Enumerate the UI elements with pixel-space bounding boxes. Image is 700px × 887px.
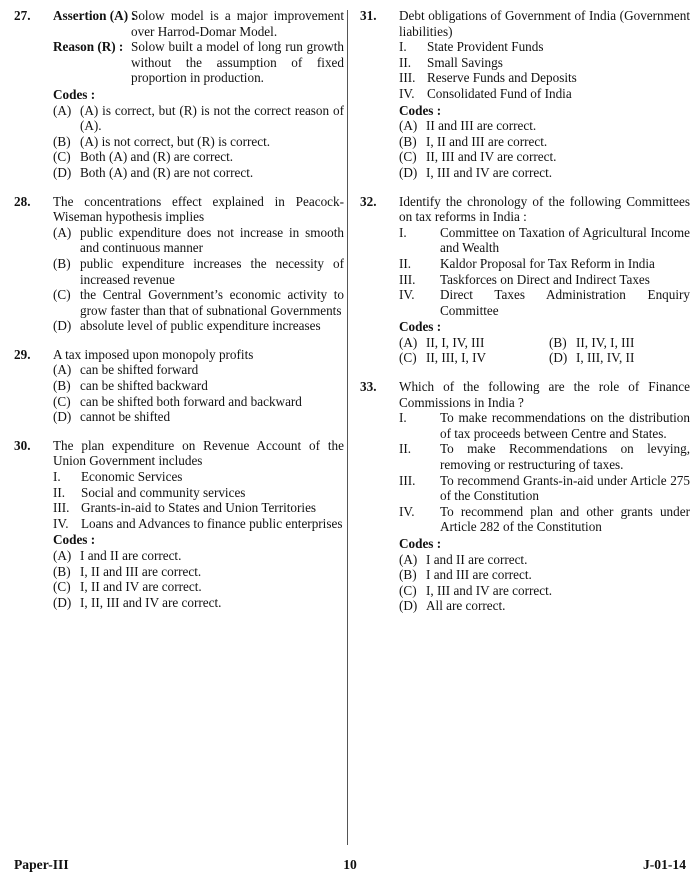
option-marker: (B) [399, 133, 417, 149]
question-33-item-iii [399, 473, 690, 504]
option-text: I, III and IV are correct. [426, 164, 553, 180]
option-text: I, II and III are correct. [426, 133, 548, 149]
option-text: II, I, IV, III [426, 334, 485, 350]
question-28-header [14, 194, 344, 225]
option-text: the Central Government’s economic activity to grow faster than that of subnational Governments [80, 287, 344, 318]
question-32-option-a[interactable] [399, 335, 549, 351]
question-32-item-i [399, 225, 690, 256]
option-text: public expenditure increases the necessity of increased revenue [80, 255, 344, 287]
question-32-item-iii [399, 272, 690, 288]
option-text: public expenditure does not increase in smooth and continuous manner [80, 224, 344, 256]
question-31-option-c[interactable] [399, 149, 690, 165]
question-31-item-iii [399, 70, 690, 86]
item-text: To recommend Grants-in-aid under Article 275 of the Constitution [440, 472, 690, 504]
item-marker: II. [399, 54, 412, 70]
item-text: To make recommendations on the distribution of tax proceeds between Centre and States. [440, 410, 690, 441]
question-29-option-d[interactable] [53, 409, 344, 425]
question-27-codes-label: Codes : [53, 86, 96, 102]
option-marker: (A) [399, 118, 418, 134]
option-text: can be shifted both forward and backward [80, 393, 302, 409]
option-text: cannot be shifted [80, 409, 171, 425]
question-31-option-a[interactable] [399, 118, 690, 134]
item-marker: I. [399, 224, 407, 240]
question-33-option-d[interactable] [399, 598, 690, 614]
item-text: Economic Services [81, 469, 183, 485]
item-marker: III. [399, 70, 416, 86]
item-marker: III. [53, 500, 70, 516]
option-marker: (A) [399, 334, 418, 350]
option-marker: (B) [53, 133, 71, 149]
question-30-header [14, 438, 344, 469]
option-text: II, III and IV are correct. [426, 149, 557, 165]
question-28-option-d[interactable] [53, 318, 344, 334]
assertion-label: Assertion (A) : [53, 8, 136, 23]
question-29-header [14, 347, 344, 363]
question-32-option-c[interactable] [399, 350, 549, 366]
item-text: Taskforces on Direct and Indirect Taxes [440, 271, 650, 287]
question-32-item-iv [399, 287, 690, 318]
item-text: To make Recommendations on levying, removing or restructuring of taxes. [440, 441, 690, 473]
question-27-reason [53, 39, 344, 86]
footer-page-number: 10 [343, 857, 357, 872]
item-marker: II. [399, 441, 412, 457]
question-32-header [360, 194, 690, 225]
question-27-assertion [53, 8, 344, 39]
option-text: I and III are correct. [426, 567, 532, 583]
question-27-option-d[interactable] [53, 165, 344, 181]
question-33-option-b[interactable] [399, 567, 690, 583]
option-text: Both (A) and (R) are not correct. [80, 164, 254, 180]
question-31-codes-label: Codes : [399, 102, 442, 118]
item-marker: III. [399, 271, 416, 287]
item-text: Small Savings [427, 54, 503, 70]
question-32 [360, 194, 690, 367]
question-31-header [360, 8, 690, 39]
question-33-option-a[interactable] [399, 552, 690, 568]
option-text: II, IV, I, III [576, 334, 635, 350]
item-text: Loans and Advances to finance public enterprises [81, 515, 343, 531]
item-marker: I. [399, 39, 407, 55]
question-28-option-b[interactable] [53, 256, 344, 287]
option-marker: (D) [53, 164, 72, 180]
question-31-option-b[interactable] [399, 134, 690, 150]
option-text: I, II and III are correct. [80, 563, 202, 579]
item-text: Social and community services [81, 484, 246, 500]
option-text: (A) is correct, but (R) is not the correct reason of (A). [80, 102, 344, 134]
question-33 [360, 379, 690, 614]
option-marker: (C) [53, 149, 71, 165]
option-marker: (D) [549, 350, 568, 366]
question-33-codes-label: Codes : [399, 536, 442, 551]
reason-label: Reason (R) : [53, 39, 124, 55]
question-31-item-ii [399, 55, 690, 71]
reason-text: Solow built a model of long run growth without the assumption of fixed proportion in production. [131, 39, 344, 86]
option-marker: (D) [53, 409, 72, 425]
question-28-option-a[interactable] [53, 225, 344, 256]
option-marker: (C) [399, 350, 417, 366]
question-32-option-b[interactable] [549, 335, 690, 351]
item-text: To recommend plan and other grants under Article 282 of the Constitution [440, 503, 690, 535]
question-32-stem: Identify the chronology of the following Committees on tax reforms in India : [399, 193, 690, 225]
option-text: can be shifted forward [80, 362, 199, 378]
question-33-item-iv [399, 504, 690, 535]
option-text: absolute level of public expenditure increases [80, 318, 321, 334]
question-31-item-iv [399, 86, 690, 102]
item-marker: I. [53, 469, 61, 485]
option-text: I and II are correct. [80, 548, 182, 563]
option-marker: (B) [53, 563, 71, 579]
option-marker: (A) [53, 102, 72, 118]
option-text: I, II and IV are correct. [80, 579, 202, 595]
option-marker: (A) [53, 548, 72, 563]
item-marker: IV. [399, 503, 415, 519]
option-marker: (A) [53, 224, 72, 240]
question-27 [14, 8, 344, 181]
question-29-stem: A tax imposed upon monopoly profits [53, 346, 254, 362]
question-32-codes-label: Codes : [399, 319, 442, 335]
option-text: I, III and IV are correct. [426, 582, 553, 598]
question-30-item-ii [53, 485, 344, 501]
question-32-option-d[interactable] [549, 350, 690, 366]
item-marker: II. [53, 484, 66, 500]
option-marker: (D) [53, 318, 72, 334]
item-marker: IV. [53, 515, 69, 531]
option-text: can be shifted backward [80, 378, 208, 394]
item-marker: IV. [399, 287, 415, 303]
option-text: Both (A) and (R) are correct. [80, 149, 234, 165]
page-footer [14, 857, 686, 877]
question-31-stem: Debt obligations of Government of India (Government liabilities) [399, 8, 690, 39]
option-text: II, III, I, IV [426, 350, 487, 366]
option-marker: (B) [399, 567, 417, 583]
question-33-header [360, 379, 690, 410]
question-31-option-d[interactable] [399, 165, 690, 181]
item-marker: IV. [399, 85, 415, 101]
question-27-header [14, 8, 344, 86]
option-marker: (B) [53, 378, 71, 394]
question-28-stem: The concentrations effect explained in Peacock-Wiseman hypothesis implies [53, 193, 344, 225]
option-text: I and II are correct. [426, 551, 528, 567]
option-marker: (A) [53, 362, 72, 378]
option-marker: (D) [399, 164, 418, 180]
option-text: I, II, III and IV are correct. [80, 594, 222, 610]
question-31 [360, 8, 690, 181]
question-31-item-i [399, 39, 690, 55]
item-marker: II. [399, 255, 412, 271]
question-32-number: 32. [360, 193, 377, 209]
question-32-item-ii [399, 256, 690, 272]
option-marker: (C) [53, 579, 71, 595]
question-33-option-c[interactable] [399, 583, 690, 599]
option-marker: (C) [53, 393, 71, 409]
item-text: State Provident Funds [427, 39, 544, 55]
question-30-codes-label: Codes : [53, 532, 96, 548]
question-27-option-b[interactable] [53, 134, 344, 150]
question-30-item-iii [53, 500, 344, 516]
question-33-stem: Which of the following are the role of Finance Commissions in India ? [399, 379, 690, 410]
question-28-option-c[interactable] [53, 287, 344, 318]
item-text: Committee on Taxation of Agricultural Income and Wealth [440, 224, 690, 256]
question-30 [14, 438, 344, 611]
question-29-option-c[interactable] [53, 394, 344, 410]
assertion-text: Solow model is a major improvement over Harrod-Domar Model. [131, 8, 344, 39]
question-30-option-c[interactable] [53, 579, 344, 595]
option-text: (A) is not correct, but (R) is correct. [80, 133, 271, 149]
question-29-option-a[interactable] [53, 362, 344, 378]
question-33-number: 33. [360, 379, 377, 395]
question-30-item-iv [53, 516, 344, 532]
question-27-option-a[interactable] [53, 103, 344, 134]
option-marker: (D) [399, 598, 418, 614]
option-marker: (C) [399, 582, 417, 598]
option-marker: (A) [399, 551, 418, 567]
option-text: I, III, IV, II [576, 350, 635, 366]
question-30-item-i [53, 469, 344, 485]
question-32-options-grid [399, 335, 690, 366]
question-28 [14, 194, 344, 334]
question-30-option-a[interactable] [53, 548, 344, 564]
item-marker: III. [399, 472, 416, 488]
footer-code: J-01-14 [642, 857, 686, 872]
option-marker: (D) [53, 594, 72, 610]
item-text: Grants-in-aid to States and Union Territories [81, 500, 317, 516]
item-text: Kaldor Proposal for Tax Reform in India [440, 255, 655, 271]
right-column [360, 8, 690, 846]
item-marker: I. [399, 410, 407, 426]
question-27-option-c[interactable] [53, 149, 344, 165]
item-text: Reserve Funds and Deposits [427, 70, 577, 86]
question-30-option-d[interactable] [53, 595, 344, 611]
question-31-number: 31. [360, 8, 377, 23]
option-text: II and III are correct. [426, 118, 537, 134]
question-30-stem: The plan expenditure on Revenue Account of the Union Government includes [53, 437, 344, 469]
question-29 [14, 347, 344, 425]
question-27-number: 27. [14, 8, 31, 23]
question-29-option-b[interactable] [53, 378, 344, 394]
item-text: Consolidated Fund of India [427, 85, 572, 101]
left-column [14, 8, 344, 846]
question-29-number: 29. [14, 346, 31, 362]
question-33-item-i [399, 410, 690, 441]
question-30-option-b[interactable] [53, 564, 344, 580]
option-marker: (B) [53, 255, 71, 271]
question-columns [0, 8, 700, 846]
question-30-number: 30. [14, 437, 31, 453]
option-text: All are correct. [426, 598, 506, 614]
item-text: Direct Taxes Administration Enquiry Committee [440, 287, 690, 318]
option-marker: (B) [549, 334, 567, 350]
footer-paper-label: Paper-III [14, 857, 69, 872]
question-33-item-ii [399, 441, 690, 472]
option-marker: (C) [399, 149, 417, 165]
question-28-number: 28. [14, 193, 31, 209]
option-marker: (C) [53, 287, 71, 303]
